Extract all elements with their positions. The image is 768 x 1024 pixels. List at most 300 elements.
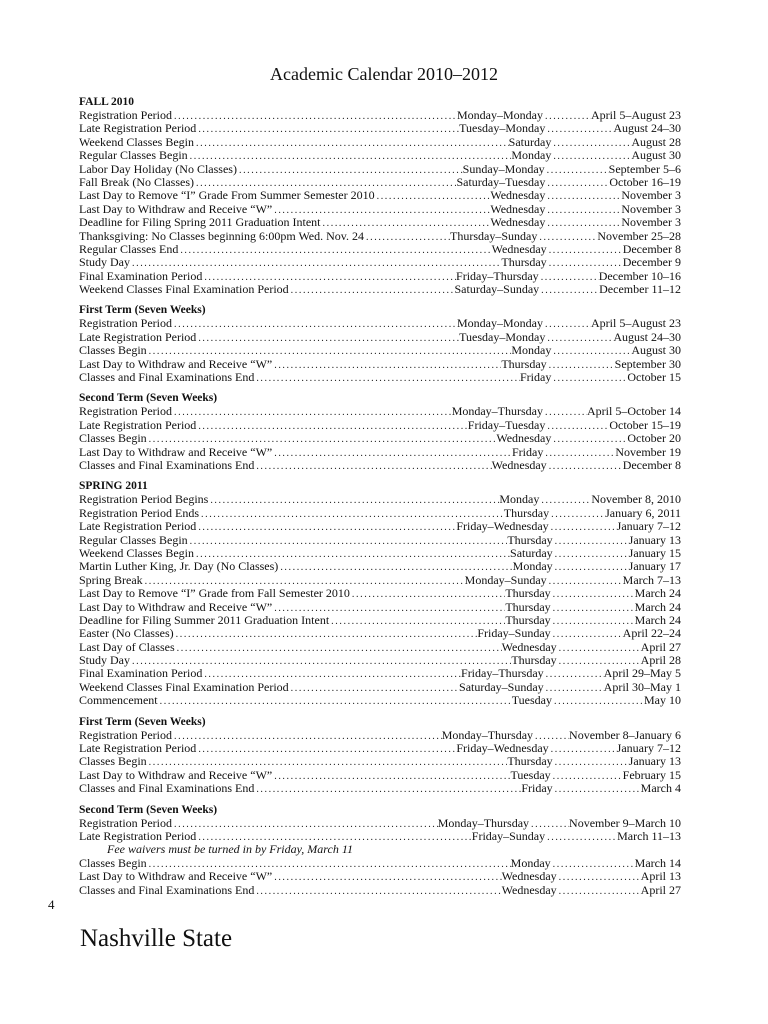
calendar-row — [79, 520, 681, 533]
dot-leader — [553, 756, 629, 768]
calendar-row — [79, 641, 681, 654]
calendar-row — [79, 163, 681, 176]
event-label: Classes and Final Examinations End — [79, 883, 255, 897]
calendar-row — [79, 782, 681, 795]
calendar-row — [79, 256, 681, 269]
dot-leader — [539, 284, 599, 296]
dot-leader — [254, 372, 520, 384]
event-dates: January 15 — [628, 546, 681, 560]
event-label: Late Registration Period — [79, 418, 197, 432]
event-dates: August 30 — [631, 149, 681, 163]
section-heading: Second Term (Seven Weeks) — [79, 392, 218, 405]
calendar-row — [79, 742, 681, 755]
dot-leader — [147, 858, 511, 870]
event-dates: October 20 — [627, 432, 681, 446]
event-label: Classes Begin — [79, 856, 147, 870]
dot-leader — [539, 271, 599, 283]
dot-leader — [551, 150, 631, 162]
event-days: Wednesday — [490, 202, 546, 216]
event-dates: August 24–30 — [613, 330, 681, 344]
event-days: Thursday — [505, 600, 551, 614]
event-label: Last Day to Withdraw and Receive “W” — [79, 600, 273, 614]
event-dates: April 5–August 23 — [591, 317, 681, 331]
dot-leader — [278, 561, 512, 573]
event-label: Classes and Final Examinations End — [79, 371, 255, 385]
dot-leader — [543, 318, 591, 330]
event-label: Last Day to Withdraw and Receive “W” — [79, 445, 273, 459]
event-label: Late Registration Period — [79, 829, 197, 843]
dot-leader — [537, 231, 597, 243]
event-label: Weekend Classes Begin — [79, 546, 195, 560]
calendar-row — [79, 419, 681, 432]
dot-leader — [208, 494, 499, 506]
event-days: Friday — [520, 371, 552, 385]
event-dates: April 5–August 23 — [591, 109, 681, 122]
event-dates: November 8, 2010 — [591, 493, 681, 507]
section-heading: First Term (Seven Weeks) — [79, 304, 206, 317]
event-label: Classes Begin — [79, 344, 147, 358]
dot-leader — [147, 345, 512, 357]
calendar-row — [79, 857, 681, 870]
event-days: Friday–Thursday — [461, 667, 544, 681]
section-heading: First Term (Seven Weeks) — [79, 715, 206, 728]
dot-leader — [551, 345, 631, 357]
event-dates: December 8 — [622, 458, 681, 472]
dot-leader — [549, 743, 617, 755]
event-days: Wednesday — [491, 242, 547, 256]
calendar-row — [79, 681, 681, 694]
event-days: Saturday–Sunday — [454, 283, 540, 297]
event-dates: March 7–13 — [622, 573, 681, 587]
calendar-row — [79, 884, 681, 897]
dot-leader — [557, 655, 641, 667]
dot-leader — [547, 575, 623, 587]
dot-leader — [272, 359, 501, 371]
event-dates: November 3 — [621, 189, 681, 203]
event-dates: November 3 — [621, 216, 681, 230]
event-label: Spring Break — [79, 573, 143, 587]
event-label: Last Day of Classes — [79, 640, 175, 654]
dot-leader — [272, 447, 512, 459]
event-dates: April 30–May 1 — [603, 680, 681, 694]
event-days: Saturday–Tuesday — [456, 175, 546, 189]
event-dates: December 11–12 — [599, 283, 681, 297]
event-label: Late Registration Period — [79, 742, 197, 756]
event-label: Classes Begin — [79, 432, 147, 446]
dot-leader — [545, 332, 613, 344]
event-days: Monday — [510, 856, 551, 870]
event-days: Monday–Thursday — [451, 405, 544, 419]
dot-leader — [147, 756, 508, 768]
dot-leader — [549, 508, 605, 520]
dot-leader — [551, 628, 623, 640]
brand-logo-text: Nashville State — [80, 925, 233, 952]
calendar-row — [79, 358, 681, 371]
dot-leader — [158, 695, 512, 707]
event-label: Last Day to Withdraw and Receive “W” — [79, 202, 273, 216]
dot-leader — [364, 231, 450, 243]
calendar-row — [79, 830, 681, 843]
section-heading: SPRING 2011 — [79, 480, 148, 493]
dot-leader — [547, 244, 623, 256]
event-days: Thursday — [505, 587, 551, 601]
event-label: Last Day to Withdraw and Receive “W” — [79, 870, 273, 884]
dot-leader — [543, 406, 587, 418]
event-dates: March 24 — [634, 587, 681, 601]
calendar-row — [79, 614, 681, 627]
calendar-row — [79, 729, 681, 742]
event-dates: October 15 — [627, 371, 681, 385]
dot-leader — [544, 668, 604, 680]
dot-leader — [272, 204, 490, 216]
dot-leader — [147, 433, 497, 445]
event-label: Registration Period — [79, 816, 172, 830]
dot-leader — [289, 284, 455, 296]
event-label: Regular Classes Begin — [79, 533, 188, 547]
dot-leader — [551, 137, 631, 149]
dot-leader — [254, 460, 491, 472]
dot-leader — [143, 575, 465, 587]
event-label: Classes and Final Examinations End — [79, 458, 255, 472]
event-days: Tuesday — [511, 694, 552, 708]
event-dates: January 7–12 — [616, 520, 681, 534]
event-label: Thanksgiving: No Classes beginning 6:00pm Wed. Nov. 24 — [79, 229, 365, 243]
event-dates: December 8 — [622, 242, 681, 256]
event-days: Thursday–Sunday — [450, 229, 538, 243]
event-days: Monday–Monday — [457, 109, 543, 122]
dot-leader — [543, 447, 615, 459]
calendar-row — [79, 270, 681, 283]
event-label: Last Day to Remove “I” Grade From Summer Semester 2010 — [79, 189, 375, 203]
calendar-row — [79, 817, 681, 830]
event-days: Thursday — [507, 533, 553, 547]
dot-leader — [175, 642, 502, 654]
event-label: Last Day to Withdraw and Receive “W” — [79, 357, 273, 371]
dot-leader — [552, 695, 644, 707]
event-label: Deadline for Filing Summer 2011 Graduation Intent — [79, 613, 330, 627]
event-label: Last Day to Remove “I” Grade from Fall Semester 2010 — [79, 587, 350, 601]
dot-leader — [202, 271, 456, 283]
dot-leader — [557, 871, 641, 883]
calendar-row — [79, 203, 681, 216]
event-dates: January 13 — [628, 533, 681, 547]
event-dates: April 13 — [640, 870, 681, 884]
event-days: Monday–Monday — [457, 317, 543, 331]
event-label: Labor Day Holiday (No Classes) — [79, 162, 237, 176]
calendar-row — [79, 587, 681, 600]
event-dates: March 4 — [640, 782, 681, 796]
dot-leader — [196, 743, 456, 755]
dot-leader — [553, 535, 629, 547]
dot-leader — [553, 783, 641, 795]
calendar-row — [79, 371, 681, 384]
event-days: Saturday–Sunday — [459, 680, 544, 694]
calendar-row — [79, 755, 681, 768]
event-days: Friday–Thursday — [456, 269, 539, 283]
event-label: Registration Period — [79, 728, 172, 742]
event-days: Monday–Thursday — [441, 728, 534, 742]
event-days: Monday–Sunday — [464, 573, 547, 587]
event-days: Monday — [511, 149, 552, 163]
event-dates: April 27 — [640, 883, 681, 897]
dot-leader — [545, 123, 613, 135]
event-label: Study Day — [79, 256, 130, 270]
event-label: Last Day to Withdraw and Receive “W” — [79, 768, 273, 782]
dot-leader — [551, 588, 635, 600]
event-dates: January 7–12 — [616, 742, 681, 756]
dot-leader — [545, 177, 609, 189]
dot-leader — [553, 548, 629, 560]
event-label: Deadline for Filing Spring 2011 Graduation Intent — [79, 216, 321, 230]
dot-leader — [194, 177, 456, 189]
calendar-row — [79, 243, 681, 256]
event-label: Registration Period — [79, 405, 172, 419]
event-days: Friday–Tuesday — [467, 418, 546, 432]
calendar-row — [79, 534, 681, 547]
dot-leader — [543, 110, 591, 122]
dot-leader — [551, 615, 635, 627]
dot-leader — [196, 521, 456, 533]
event-label: Regular Classes Begin — [79, 149, 188, 163]
event-label: Easter (No Classes) — [79, 627, 174, 641]
event-days: Friday — [521, 782, 553, 796]
calendar-row — [79, 870, 681, 883]
event-days: Monday — [512, 560, 553, 574]
dot-leader — [557, 885, 641, 897]
calendar-row — [79, 149, 681, 162]
event-days: Monday — [499, 493, 540, 507]
dot-leader — [178, 244, 491, 256]
event-dates: November 25–28 — [597, 229, 681, 243]
dot-leader — [545, 217, 621, 229]
calendar-row — [79, 493, 681, 506]
event-days: Wednesday — [501, 870, 557, 884]
dot-leader — [551, 770, 623, 782]
calendar-row — [79, 432, 681, 445]
event-label: Study Day — [79, 654, 130, 668]
event-dates: November 8–January 6 — [569, 728, 681, 742]
calendar-row — [79, 136, 681, 149]
calendar-row — [79, 769, 681, 782]
dot-leader — [545, 420, 609, 432]
dot-leader — [539, 494, 591, 506]
calendar-row — [79, 601, 681, 614]
event-label: Classes Begin — [79, 755, 147, 769]
event-dates: December 9 — [622, 256, 681, 270]
dot-leader — [196, 123, 459, 135]
dot-leader — [237, 164, 463, 176]
event-dates: October 15–19 — [609, 418, 681, 432]
dot-leader — [188, 535, 508, 547]
event-label: Weekend Classes Begin — [79, 135, 195, 149]
event-label: Classes and Final Examinations End — [79, 782, 255, 796]
event-days: Wednesday — [490, 189, 546, 203]
section-heading: FALL 2010 — [79, 96, 135, 108]
event-label: Late Registration Period — [79, 122, 197, 136]
event-dates: January 6, 2011 — [605, 506, 681, 520]
calendar-row — [79, 216, 681, 229]
dot-leader — [130, 655, 511, 667]
event-dates: November 9–March 10 — [569, 816, 681, 830]
dot-leader — [533, 730, 569, 742]
section-heading: Second Term (Seven Weeks) — [79, 803, 218, 816]
dot-leader — [272, 871, 501, 883]
dot-leader — [551, 602, 635, 614]
dot-leader — [172, 318, 457, 330]
event-days: Tuesday — [510, 768, 551, 782]
dot-leader — [172, 406, 452, 418]
event-label: Weekend Classes Final Examination Period — [79, 283, 289, 297]
event-days: Friday–Wednesday — [456, 520, 549, 534]
dot-leader — [545, 204, 621, 216]
event-label: Registration Period — [79, 109, 172, 122]
event-days: Sunday–Monday — [462, 162, 545, 176]
dot-leader — [329, 615, 505, 627]
event-dates: October 16–19 — [609, 175, 681, 189]
calendar-row — [79, 560, 681, 573]
event-label: Registration Period Ends — [79, 506, 199, 520]
event-dates: January 17 — [628, 560, 681, 574]
dot-leader — [547, 460, 623, 472]
dot-leader — [194, 137, 509, 149]
calendar-body — [79, 95, 681, 897]
calendar-row — [79, 627, 681, 640]
event-dates: December 10–16 — [598, 269, 681, 283]
event-label: Late Registration Period — [79, 520, 197, 534]
calendar-row — [79, 507, 681, 520]
event-dates: May 10 — [644, 694, 681, 708]
page-number: 4 — [48, 897, 55, 912]
dot-leader — [350, 588, 505, 600]
event-days: Wednesday — [491, 458, 547, 472]
event-days: Saturday — [510, 546, 553, 560]
dot-leader — [551, 372, 627, 384]
event-dates: March 24 — [634, 600, 681, 614]
event-dates: March 24 — [634, 613, 681, 627]
event-days: Thursday — [501, 256, 547, 270]
dot-leader — [544, 682, 604, 694]
calendar-note: Fee waivers must be turned in by Friday, March 11 — [107, 842, 353, 857]
dot-leader — [172, 730, 442, 742]
event-dates: April 27 — [640, 640, 681, 654]
event-label: Weekend Classes Final Examination Period — [79, 680, 289, 694]
calendar-row — [79, 122, 681, 135]
dot-leader — [130, 257, 501, 269]
event-dates: September 30 — [614, 357, 681, 371]
event-dates: March 14 — [634, 856, 681, 870]
dot-leader — [202, 668, 461, 680]
dot-leader — [172, 110, 457, 122]
dot-leader — [321, 217, 491, 229]
calendar-row — [79, 176, 681, 189]
dot-leader — [199, 508, 504, 520]
event-days: Tuesday–Monday — [459, 330, 546, 344]
calendar-row — [79, 317, 681, 330]
dot-leader — [549, 521, 617, 533]
calendar-row — [79, 574, 681, 587]
dot-leader — [174, 628, 478, 640]
calendar-row — [79, 459, 681, 472]
dot-leader — [557, 642, 641, 654]
dot-leader — [272, 770, 510, 782]
dot-leader — [547, 257, 623, 269]
dot-leader — [545, 831, 617, 843]
event-days: Monday–Thursday — [437, 816, 530, 830]
event-label: Final Examination Period — [79, 667, 203, 681]
event-days: Friday–Sunday — [471, 829, 546, 843]
calendar-row — [79, 189, 681, 202]
dot-leader — [529, 818, 569, 830]
calendar-row — [79, 547, 681, 560]
calendar-row — [79, 230, 681, 243]
calendar-row — [79, 654, 681, 667]
dot-leader — [551, 433, 627, 445]
dot-leader — [254, 783, 521, 795]
event-dates: April 28 — [640, 654, 681, 668]
event-label: Regular Classes End — [79, 242, 179, 256]
dot-leader — [547, 359, 615, 371]
event-days: Wednesday — [490, 216, 546, 230]
event-dates: September 5–6 — [608, 162, 681, 176]
event-days: Thursday — [501, 357, 547, 371]
event-days: Monday — [511, 344, 552, 358]
event-days: Friday–Sunday — [477, 627, 551, 641]
dot-leader — [194, 548, 510, 560]
event-days: Saturday — [508, 135, 552, 149]
event-dates: August 28 — [631, 135, 681, 149]
event-days: Wednesday — [496, 432, 552, 446]
event-label: Final Examination Period — [79, 269, 203, 283]
dot-leader — [553, 561, 629, 573]
dot-leader — [188, 150, 512, 162]
event-label: Fall Break (No Classes) — [79, 175, 194, 189]
dot-leader — [272, 602, 505, 614]
event-days: Friday–Wednesday — [456, 742, 549, 756]
page-title: Academic Calendar 2010–2012 — [270, 64, 498, 84]
dot-leader — [551, 858, 635, 870]
event-label: Registration Period — [79, 317, 172, 331]
dot-leader — [254, 885, 501, 897]
calendar-row — [79, 344, 681, 357]
event-days: Tuesday–Monday — [459, 122, 546, 136]
event-label: Registration Period Begins — [79, 493, 209, 507]
event-days: Wednesday — [501, 883, 557, 897]
dot-leader — [196, 332, 459, 344]
event-dates: November 19 — [615, 445, 681, 459]
calendar-row — [79, 405, 681, 418]
dot-leader — [196, 420, 467, 432]
calendar-row — [79, 283, 681, 296]
event-days: Friday — [512, 445, 544, 459]
calendar-row — [79, 446, 681, 459]
dot-leader — [545, 190, 621, 202]
event-days: Thursday — [503, 506, 550, 520]
event-dates: April 5–October 14 — [587, 405, 681, 419]
event-dates: April 22–24 — [622, 627, 681, 641]
event-dates: March 11–13 — [617, 829, 681, 843]
event-dates: January 13 — [628, 755, 681, 769]
event-label: Commencement — [79, 694, 158, 708]
dot-leader — [289, 682, 459, 694]
event-dates: November 3 — [621, 202, 681, 216]
calendar-row — [79, 694, 681, 707]
event-label: Martin Luther King, Jr. Day (No Classes) — [79, 560, 279, 574]
calendar-row — [79, 331, 681, 344]
event-label: Late Registration Period — [79, 330, 197, 344]
dot-leader — [172, 818, 438, 830]
calendar-row — [79, 109, 681, 122]
dot-leader — [375, 190, 491, 202]
